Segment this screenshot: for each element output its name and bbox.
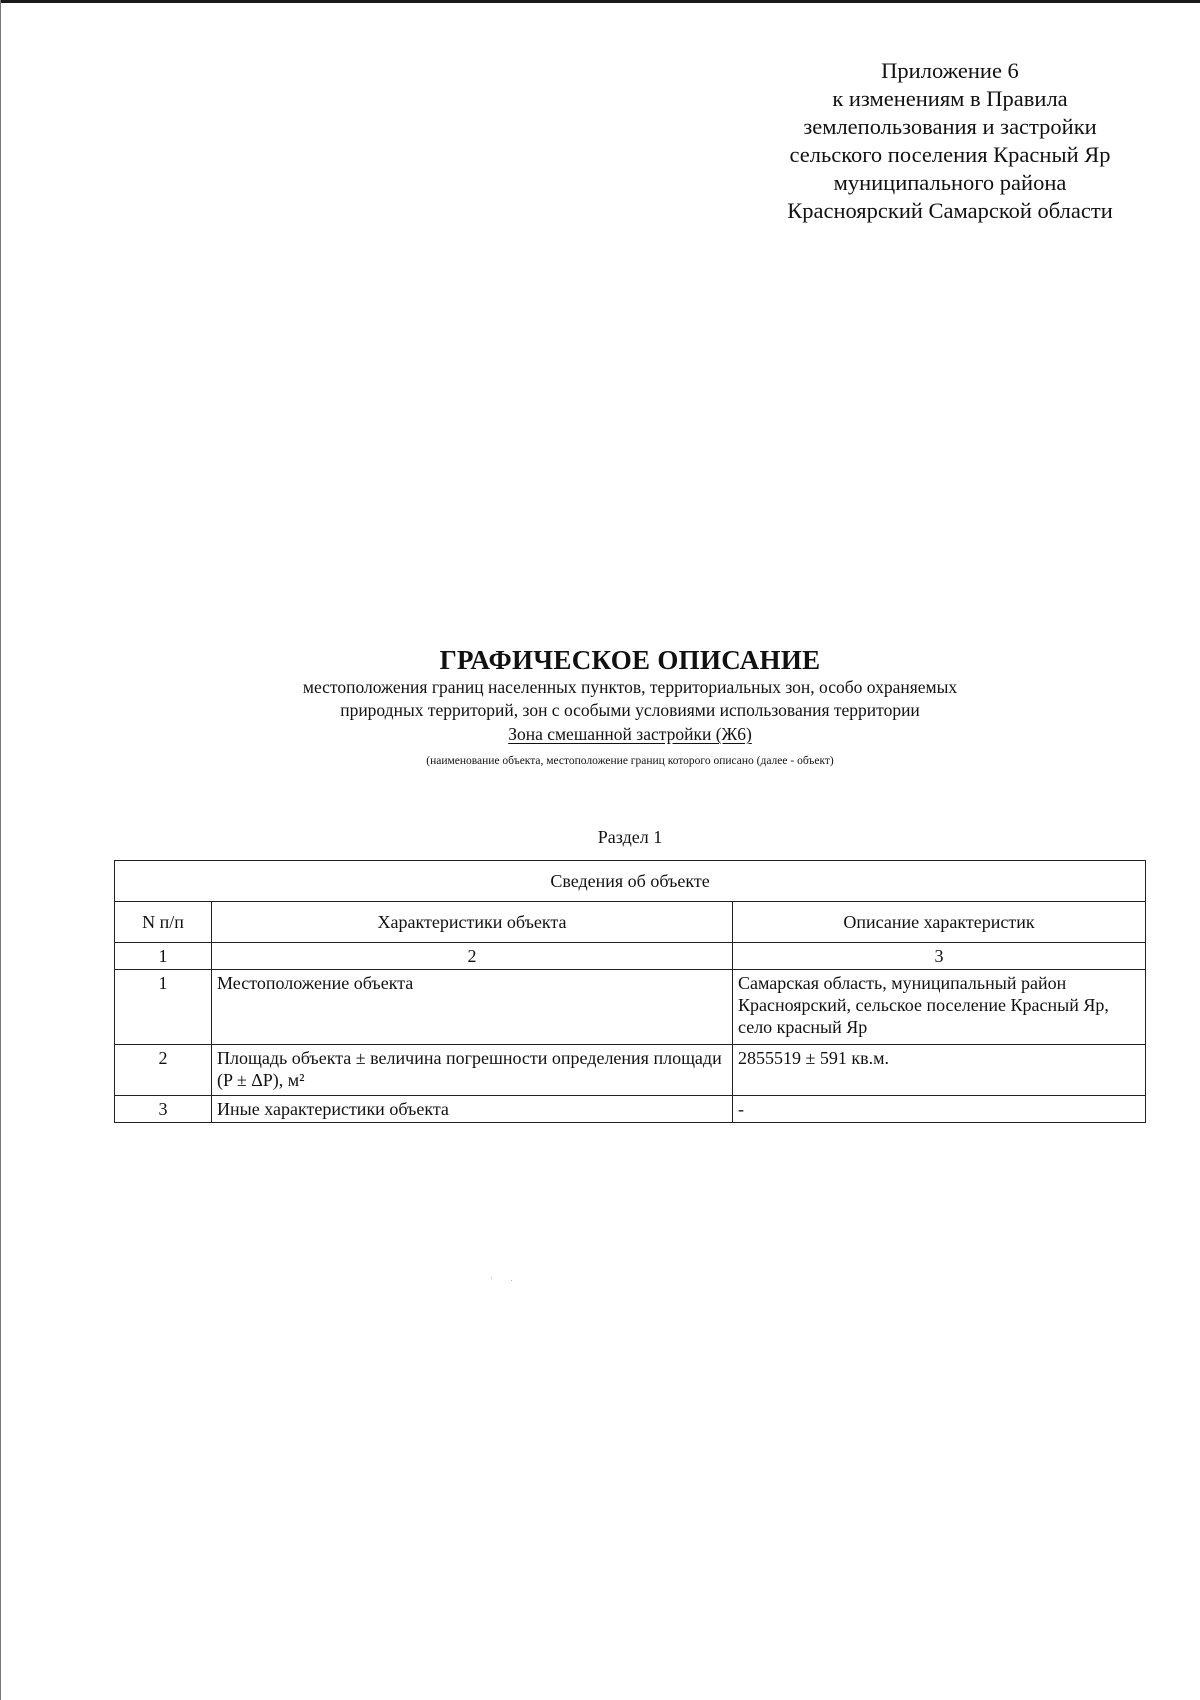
- appendix-line: муниципального района: [833, 170, 1067, 195]
- section-label: Раздел 1: [597, 827, 663, 847]
- document-subtitle-line: природных территорий, зон с особыми условиями использования территории: [340, 700, 920, 720]
- row-description: -: [733, 1096, 1146, 1123]
- table-index-row: [115, 943, 1146, 970]
- appendix-line: Приложение 6: [881, 58, 1019, 83]
- row-characteristic: Площадь объекта ± величина погрешности определения площади (P ± ΔP), м²: [212, 1045, 733, 1096]
- table-header-row: [115, 902, 1146, 943]
- index-cell: 2: [212, 943, 733, 970]
- row-number: 1: [115, 970, 212, 1045]
- appendix-line: Красноярский Самарской области: [787, 198, 1113, 223]
- object-name: Зона смешанной застройки (Ж6): [508, 724, 752, 744]
- row-description: 2855519 ± 591 кв.м.: [733, 1045, 1146, 1096]
- scan-edge-top: [0, 0, 1200, 3]
- column-header-description: Описание характеристик: [733, 902, 1146, 943]
- table-row: [115, 970, 1146, 1045]
- row-characteristic: Иные характеристики объекта: [212, 1096, 733, 1123]
- appendix-block: [740, 57, 1160, 225]
- row-characteristic: Местоположение объекта: [212, 970, 733, 1045]
- object-name-note: (наименование объекта, местоположение границ которого описано (далее - объект): [426, 755, 834, 767]
- column-header-characteristic: Характеристики объекта: [212, 902, 733, 943]
- index-cell: 1: [115, 943, 212, 970]
- table-caption-row: [115, 861, 1146, 902]
- object-info-table: [114, 860, 1146, 1123]
- table-row: [115, 1096, 1146, 1123]
- row-description: Самарская область, муниципальный район Красноярский, сельское поселение Красный Яр, село красный Яр: [733, 970, 1146, 1045]
- index-cell: 3: [733, 943, 1146, 970]
- table-row: [115, 1045, 1146, 1096]
- document-title: ГРАФИЧЕСКОЕ ОПИСАНИЕ: [439, 645, 821, 675]
- document-subtitle-line: местоположения границ населенных пунктов, территориальных зон, особо охраняемых: [302, 677, 958, 697]
- appendix-line: землепользования и застройки: [803, 114, 1097, 139]
- column-header-number: N п/п: [115, 902, 212, 943]
- appendix-line: сельского поселения Красный Яр: [789, 142, 1111, 167]
- scan-edge-left: [0, 0, 1, 1700]
- row-number: 3: [115, 1096, 212, 1123]
- appendix-line: к изменениям в Правила: [832, 86, 1068, 111]
- table-caption: Сведения об объекте: [115, 861, 1146, 902]
- row-number: 2: [115, 1045, 212, 1096]
- title-block: [160, 644, 1100, 769]
- scan-noise: ·.: [490, 1274, 531, 1283]
